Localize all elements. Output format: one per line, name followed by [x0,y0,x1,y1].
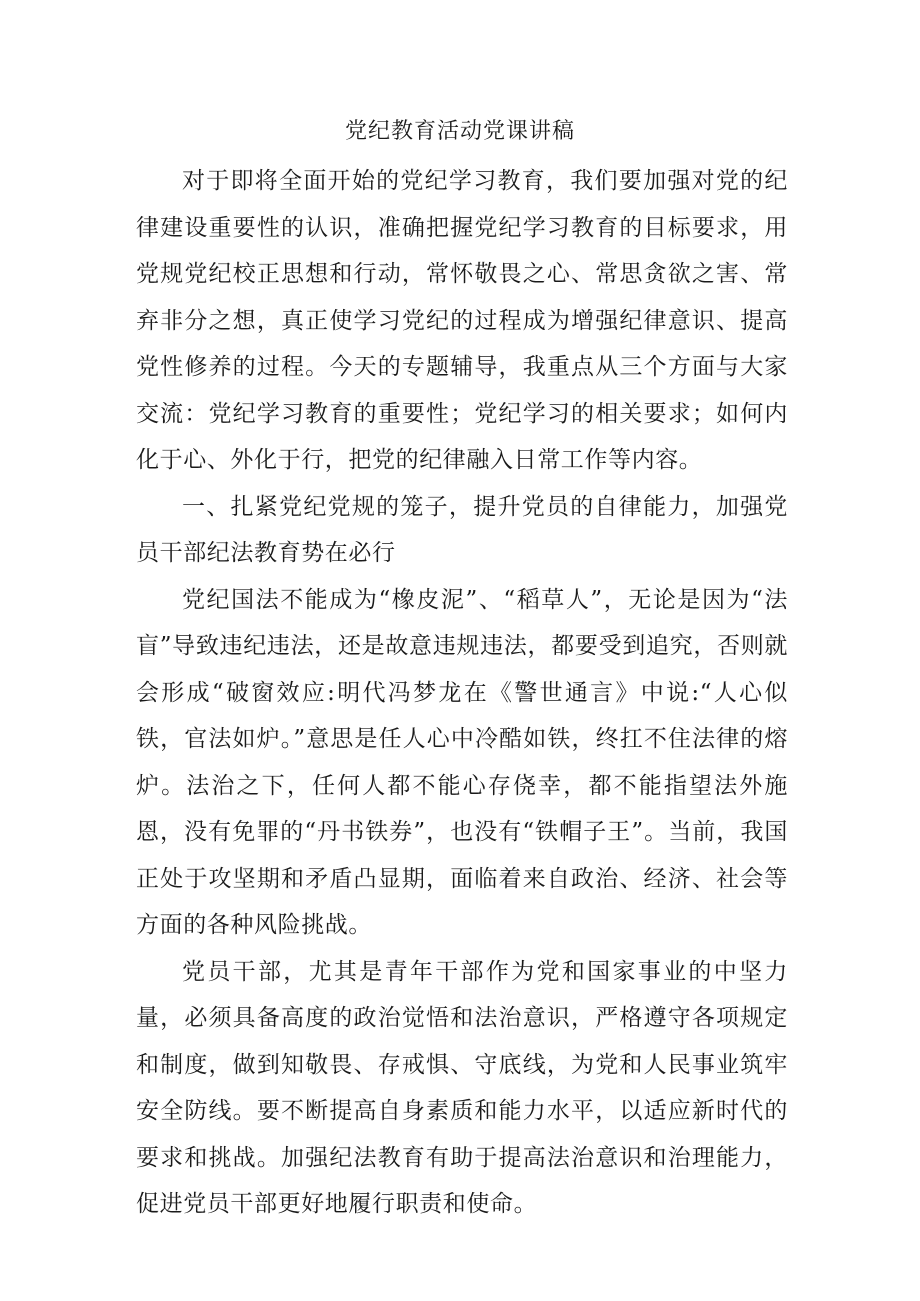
document-title: 党纪教育活动党课讲稿 [344,119,575,144]
document-body [136,158,788,1228]
paragraph-party-cadres: 党员干部，尤其是青年干部作为党和国家事业的中坚力量，必须具备高度的政治觉悟和法治意识，严格遵守各项规定和制度，做到知敬畏、存戒惧、守底线，为党和人民事业筑牢安全防线。要不断提高自身素质和能力水平，以适应新时代的要求和挑战。加强纪法教育有助于提高法治意识和治理能力，促进党员干部更好地履行职责和使命。 [136,958,788,1217]
paragraph-intro: 对于即将全面开始的党纪学习教育，我们要加强对党的纪律建设重要性的认识，准确把握党纪学习教育的目标要求，用党规党纪校正思想和行动，常怀敬畏之心、常思贪欲之害、常弃非分之想，真正使学习党纪的过程成为增强纪律意识、提高党性修养的过程。今天的专题辅导，我重点从三个方面与大家交流：党纪学习教育的重要性；党纪学习的相关要求；如何内化于心、外化于行，把党的纪律融入日常工作等内容。 [136,168,788,473]
section-heading-1: 一、扎紧党纪党规的笼子，提升党员的自律能力，加强党员干部纪法教育势在必行 [136,493,788,566]
paragraph-discipline-law: 党纪国法不能成为“橡皮泥”、“稻草人”，无论是因为“法盲”导致违纪违法，还是故意违规违法，都要受到追究，否则就会形成“破窗效应:明代冯梦龙在《警世通言》中说:“人心似铁，官法如炉。”意思是任人心中冷酷如铁，终扛不住法律的熔炉。法治之下，任何人都不能心存侥幸，都不能指望法外施恩，没有免罪的“丹书铁券”，也没有“铁帽子王”。当前，我国正处于攻坚期和矛盾凸显期，面临着来自政治、经济、社会等方面的各种风险挑战。 [136,586,788,938]
